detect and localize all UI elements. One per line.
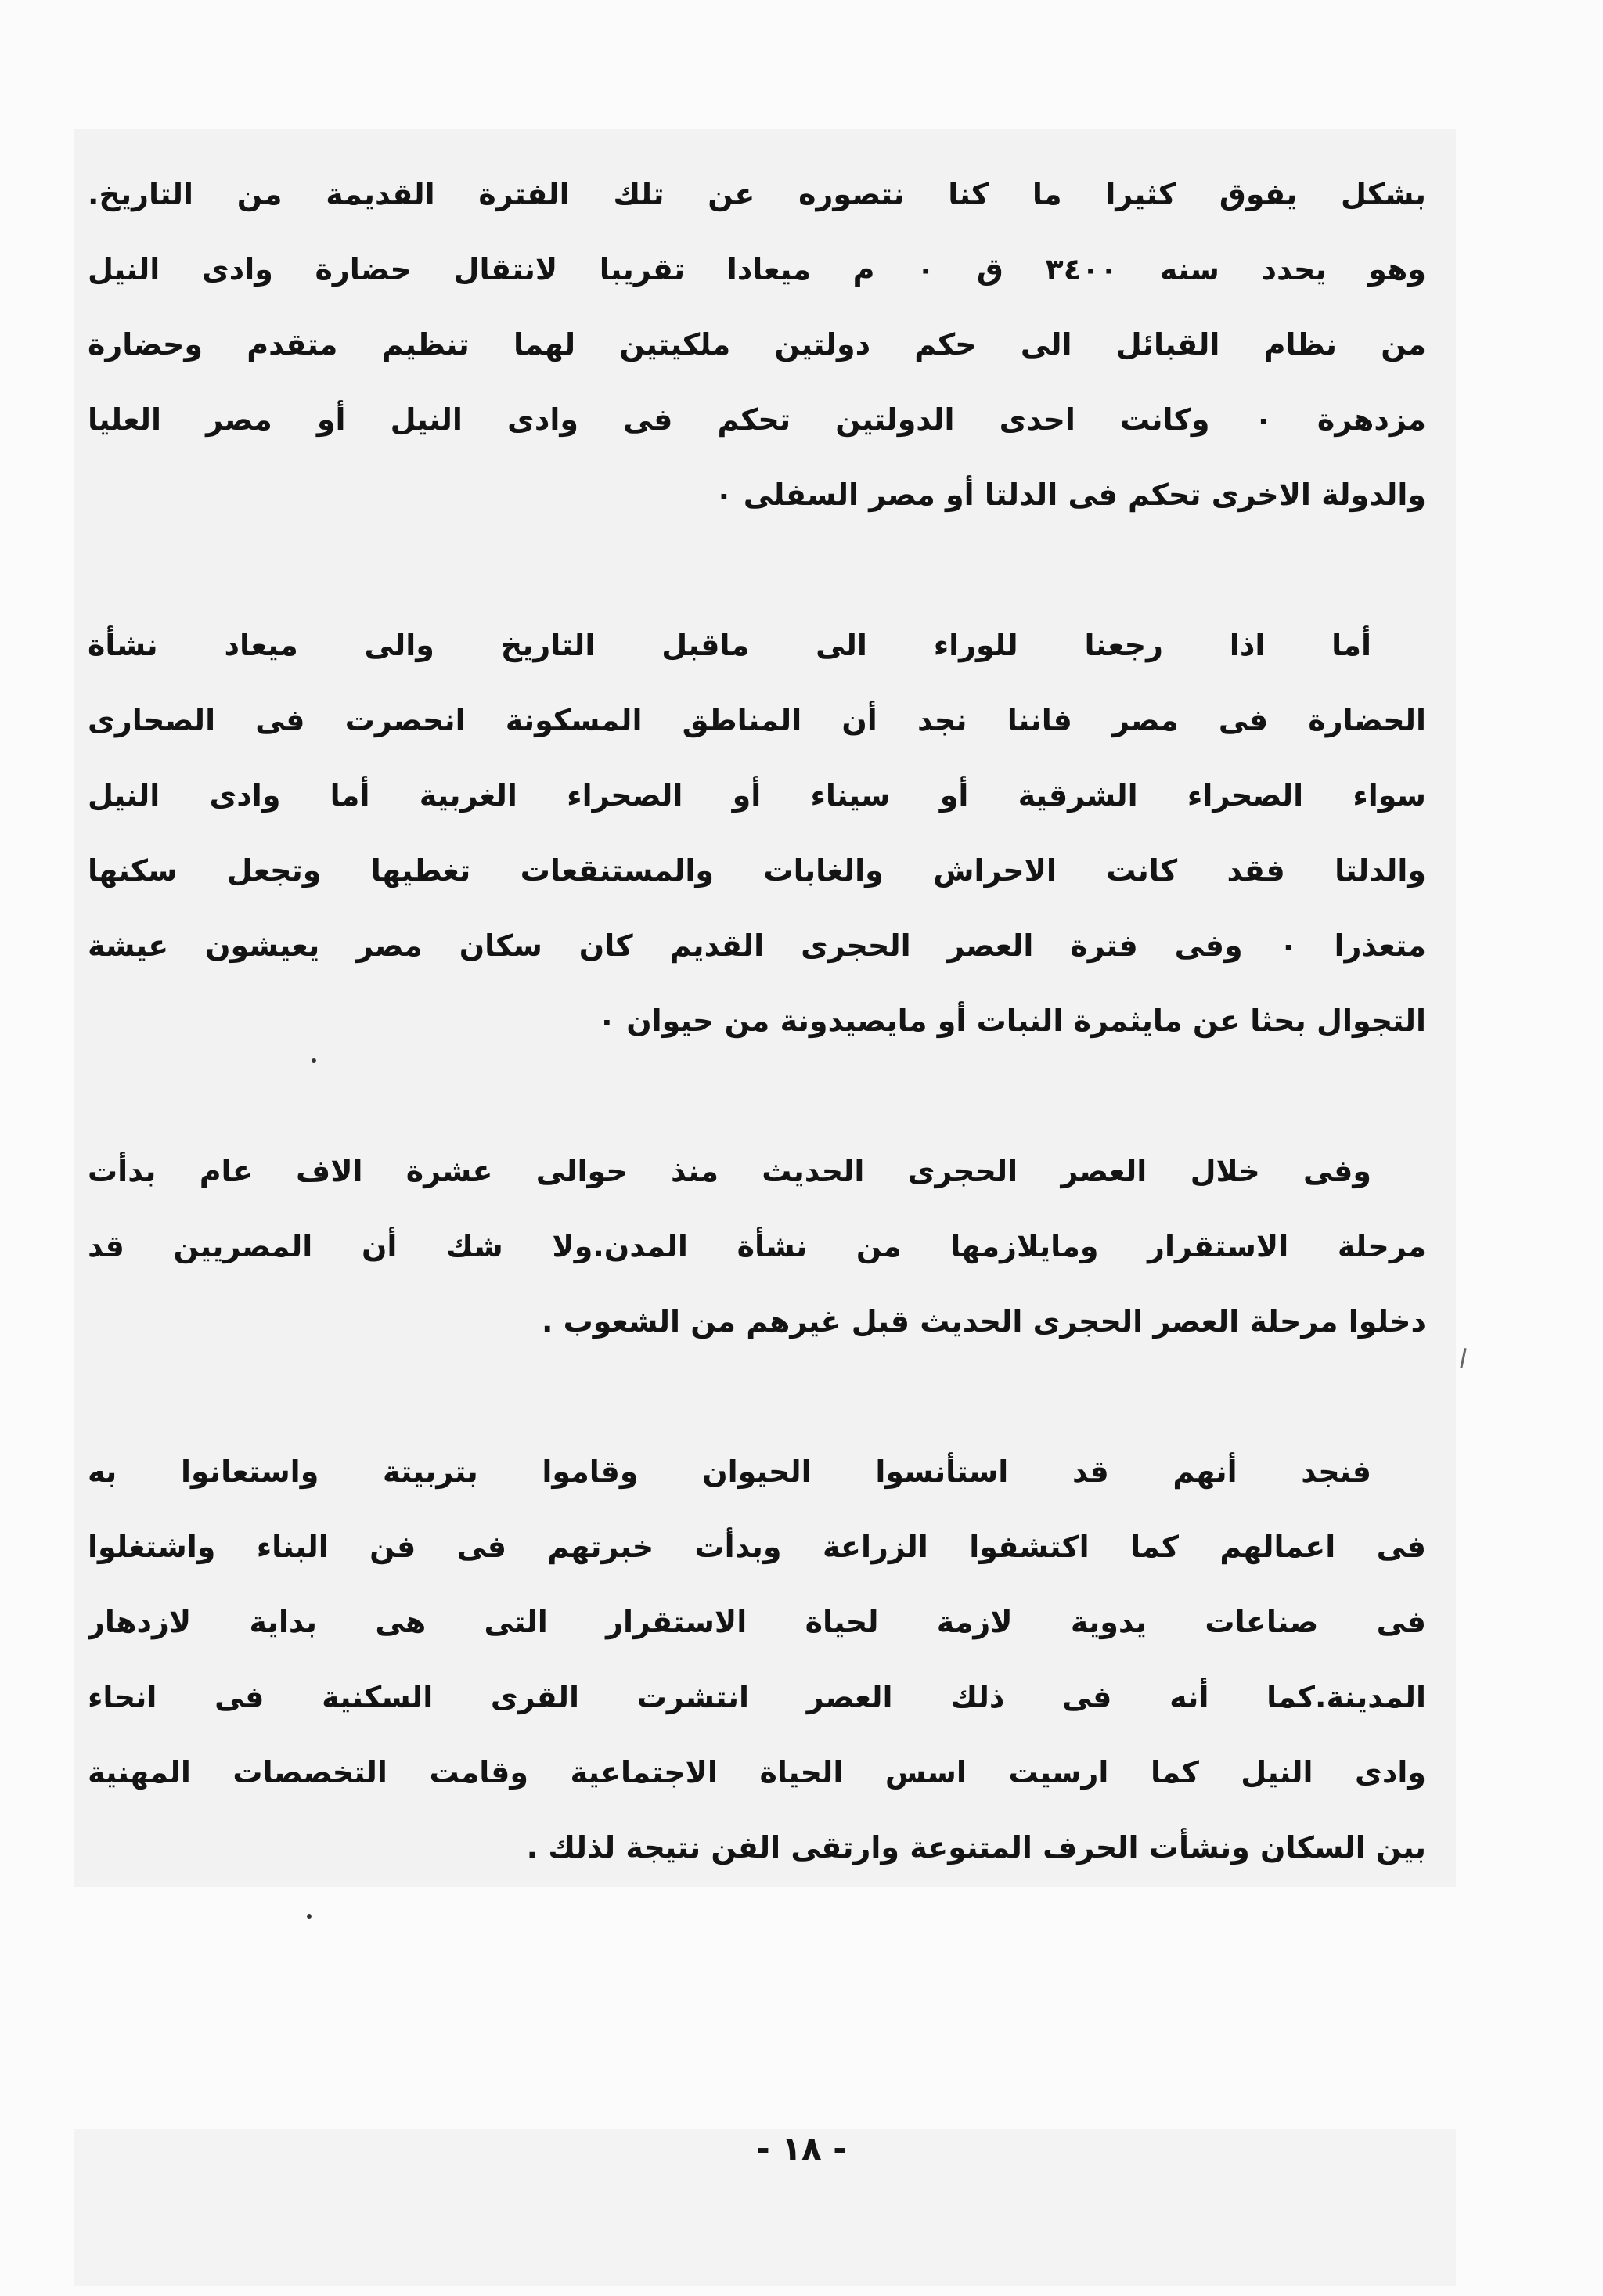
text-line: فنجد أنهم قد استأنسوا الحيوان وقاموا بتربيتة واستعانوا به: [88, 1454, 1371, 1489]
text-line: فى اعمالهم كما اكتشفوا الزراعة وبدأت خبرتهم فى فن البناء واشتغلوا: [88, 1530, 1426, 1564]
text-line: دخلوا مرحلة العصر الحجرى الحديث قبل غيرهم من الشعوب .: [541, 1304, 1426, 1339]
text-line: بين السكان ونشأت الحرف المتنوعة وارتقى الفن نتيجة لذلك .: [526, 1830, 1426, 1865]
text-line: متعذرا ٠ وفى فترة العصر الحجرى القديم كان سكان مصر يعيشون عيشة: [88, 928, 1426, 963]
scan-speck: [312, 1058, 316, 1063]
text-line: مرحلة الاستقرار ومايلازمها من نشأة المدن.ولا شك أن المصريين قد: [88, 1229, 1426, 1263]
text-line: أما اذا رجعنا للوراء الى ماقبل التاريخ والى ميعاد نشأة: [88, 628, 1371, 662]
paragraph-2: [88, 607, 1426, 1058]
text-line: وهو يحدد سنه ٣٤٠٠ ق ٠ م ميعادا تقريبا لانتقال حضارة وادى النيل: [88, 252, 1426, 287]
text-line: الحضارة فى مصر فاننا نجد أن المناطق المسكونة انحصرت فى الصحارى: [88, 703, 1426, 737]
text-line: بشكل يفوق كثيرا ما كنا نتصوره عن تلك الفترة القديمة من التاريخ.: [88, 177, 1426, 211]
paragraph-3: [88, 1134, 1426, 1359]
scan-mark: [1460, 1348, 1466, 1368]
paragraph-4: [88, 1434, 1426, 1885]
text-line: مزدهرة ٠ وكانت احدى الدولتين تحكم فى وادى النيل أو مصر العليا: [88, 402, 1426, 437]
text-line: والدولة الاخرى تحكم فى الدلتا أو مصر السفلى ٠: [715, 478, 1426, 512]
text-line: التجوال بحثا عن مايثمرة النبات أو مايصيدونة من حيوان ٠: [597, 1004, 1426, 1038]
text-line: وادى النيل كما ارسيت اسس الحياة الاجتماعية وقامت التخصصات المهنية: [88, 1755, 1426, 1790]
scan-speck: [307, 1914, 312, 1919]
page-number: - ١٨ -: [756, 2129, 847, 2168]
paragraph-spacer: [88, 532, 1426, 607]
text-line: وفى خلال العصر الحجرى الحديث منذ حوالى عشرة الاف عام بدأت: [88, 1154, 1371, 1188]
paragraph-spacer: [88, 1359, 1426, 1434]
paragraph-1: [88, 157, 1426, 532]
text-line: من نظام القبائل الى حكم دولتين ملكيتين لهما تنظيم متقدم وحضارة: [88, 327, 1426, 362]
paragraph-spacer: [88, 1058, 1426, 1134]
text-line: والدلتا فقد كانت الاحراش والغابات والمستنقعات تغطيها وتجعل سكنها: [88, 853, 1426, 888]
text-line: المدينة.كما أنه فى ذلك العصر انتشرت القرى السكنية فى انحاء: [88, 1680, 1426, 1714]
text-line: سواء الصحراء الشرقية أو سيناء أو الصحراء الغربية أما وادى النيل: [88, 778, 1426, 813]
text-line: فى صناعات يدوية لازمة لحياة الاستقرار التى هى بداية لازدهار: [88, 1605, 1426, 1639]
body-text: [88, 157, 1426, 1885]
